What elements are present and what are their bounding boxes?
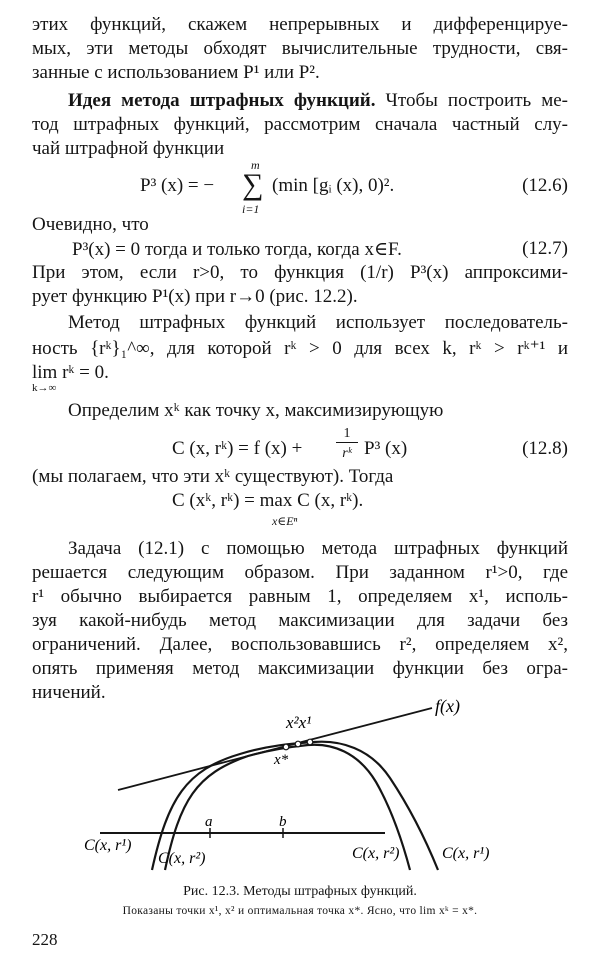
text-line: (мы полагаем, что эти xᵏ существуют). Тогда — [32, 466, 394, 487]
text-line: Задача (12.1) с помощью метода штрафных функций — [68, 538, 568, 559]
text-line: рует функцию P¹(x) при r→0 (рис. 12.2). — [32, 286, 358, 307]
eq-lhs: C (x, rᵏ) = f (x) + — [172, 438, 303, 459]
penalty-diagram — [40, 688, 560, 874]
text-line: тод штрафных функций, рассмотрим сначала частный слу- — [32, 114, 568, 135]
text-line: этих функций, скажем непрерывных и дифференцируе- — [32, 14, 568, 35]
equation-number: (12.6) — [522, 175, 568, 196]
frac-numerator: 1 — [336, 426, 358, 443]
label-xstar: x* — [274, 752, 289, 768]
text-line: занные с использованием P¹ или P². — [32, 62, 320, 83]
page-number: 228 — [32, 930, 58, 949]
paragraph-heading-line — [68, 90, 568, 112]
point-x2 — [295, 741, 301, 747]
figure-caption-text: Показаны точки x¹, x² и оптимальная точка x*. Ясно, что lim xᵏ = x*. — [122, 905, 478, 917]
limit-subscript: k→∞ — [32, 382, 57, 394]
text-line: решается следующим образом. При заданном r¹>0, где — [32, 562, 568, 583]
text-line: Очевидно, что — [32, 214, 149, 235]
equation-12-8 — [32, 424, 568, 472]
text-line: lim rᵏ = 0. — [32, 362, 109, 383]
sum-upper: m — [251, 158, 260, 172]
equation-12-7 — [32, 238, 568, 260]
point-x1 — [307, 739, 313, 745]
text-line: чай штрафной функции — [32, 138, 225, 159]
label-c2-right: C(x, r²) — [352, 845, 400, 862]
text-line: Метод штрафных функций использует последователь- — [68, 312, 568, 333]
figure-caption-title: Рис. 12.3. Методы штрафных функций. — [183, 884, 417, 899]
label-c1-right: C(x, r¹) — [442, 845, 490, 862]
label-c2-left: C(x, r²) — [158, 850, 206, 867]
text-line: r¹ обычно выбирается равным 1, определяем x¹, исполь- — [32, 586, 568, 607]
figure-12-3 — [40, 688, 560, 874]
text-line: ничений. — [32, 682, 106, 703]
equation-number: (12.8) — [522, 438, 568, 459]
frac-denominator: rᵏ — [342, 446, 352, 461]
equation-number: (12.7) — [522, 238, 568, 259]
equation-12-6 — [32, 160, 568, 216]
label-c1-left: C(x, r¹) — [84, 837, 132, 854]
text-line: мых, эти методы обходят вычислительные трудности, свя- — [32, 38, 568, 59]
sum-lower: i=1 — [242, 202, 260, 216]
max-subscript: x∈Eⁿ — [272, 514, 298, 528]
text-line: зуя какой-нибудь метод максимизации для задачи без — [32, 610, 568, 631]
sum-symbol: ∑ — [242, 168, 264, 201]
label-x2x1: x²x¹ — [286, 713, 312, 732]
eq-rhs: (min [gᵢ (x), 0)². — [272, 175, 395, 196]
text-line: Чтобы построить ме- — [375, 90, 568, 111]
text-line: опять применяя метод максимизации функции без огра- — [32, 658, 568, 679]
label-f: f(x) — [435, 696, 460, 716]
label-a: a — [205, 814, 213, 830]
section-heading: Идея метода штрафных функций. — [68, 90, 376, 111]
label-b: b — [279, 814, 287, 830]
eq-text: P³(x) = 0 тогда и только тогда, когда x∈F. — [72, 239, 402, 260]
eq-lhs: P³ (x) = − — [140, 175, 215, 196]
point-xstar — [283, 744, 289, 750]
eq-rhs: P³ (x) — [364, 438, 408, 459]
text-line: Определим xᵏ как точку x, максимизирующую — [68, 400, 444, 421]
text-line: При этом, если r>0, то функция (1/r) P³(x) аппроксими- — [32, 262, 568, 283]
text-line: ность {rᵏ}₁^∞, для которой rᵏ > 0 для всех k, rᵏ > rᵏ⁺¹ и — [32, 338, 568, 359]
eq-text: C (xᵏ, rᵏ) = max C (x, rᵏ). — [172, 490, 364, 511]
text-line: ограничений. Далее, воспользовавшись r², определяем x², — [32, 634, 568, 655]
equation-max — [32, 490, 568, 530]
